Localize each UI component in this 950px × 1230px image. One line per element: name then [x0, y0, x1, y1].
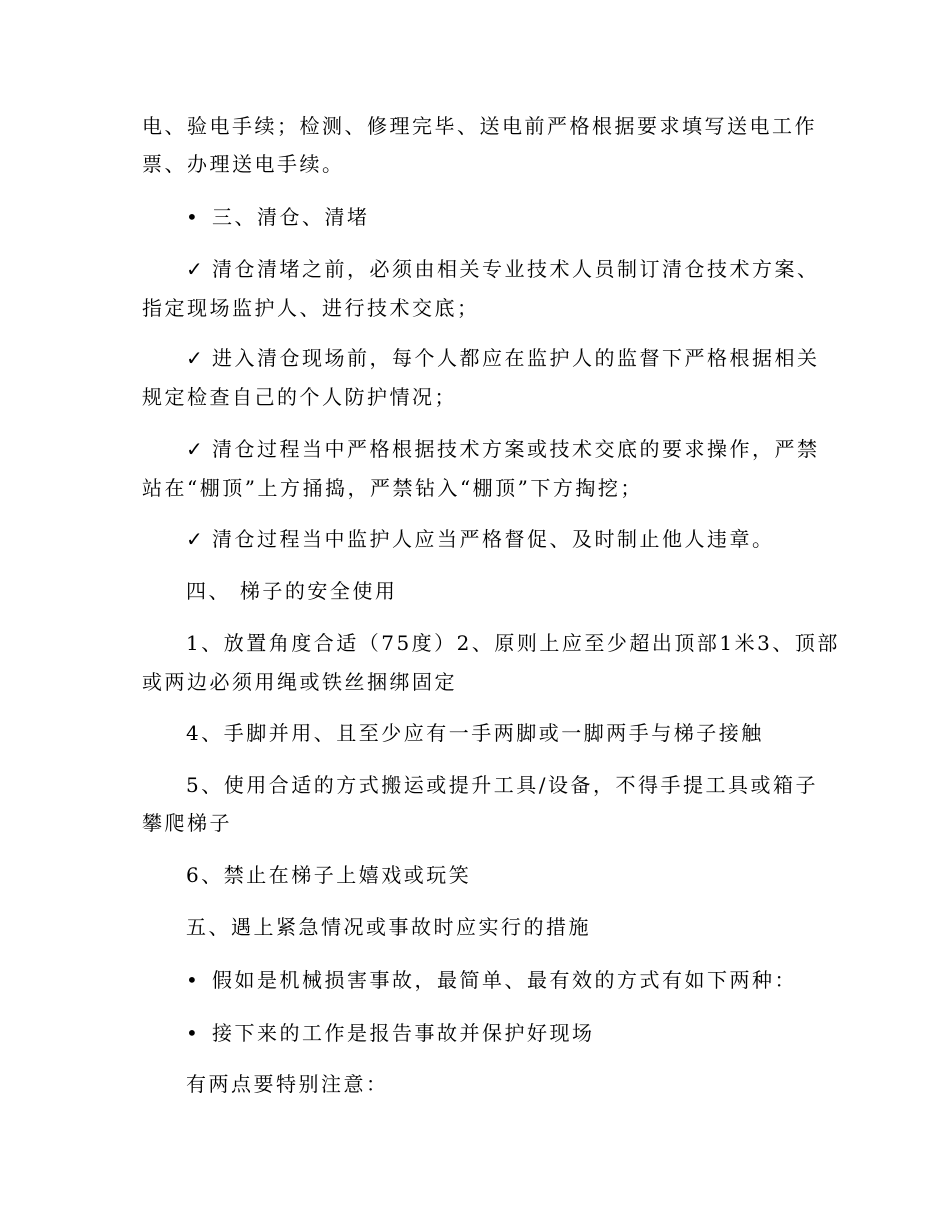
paragraph-line: 有两点要特别注意： [186, 1072, 389, 1096]
bullet-icon: • [186, 1021, 201, 1045]
paragraph-line: 清仓清堵之前，必须由相关专业技术人员制订清仓技术方案、 [212, 257, 820, 281]
paragraph-line: 电、验电手续；检测、修理完毕、送电前严格根据要求填写送电工作 [142, 114, 817, 138]
paragraph-line: 清仓过程当中严格根据技术方案或技术交底的要求操作，严禁 [212, 437, 820, 461]
paragraph-line: 或两边必须用绳或铁丝捆绑固定 [142, 670, 457, 694]
checklist-item [186, 437, 820, 461]
paragraph-line: 4、手脚并用、且至少应有一手两脚或一脚两手与梯子接触 [186, 721, 764, 745]
paragraph-line: 清仓过程当中监护人应当严格督促、及时制止他人违章。 [212, 527, 775, 551]
paragraph-line: 攀爬梯子 [142, 811, 232, 835]
paragraph-line: 票、办理送电手续。 [142, 152, 345, 176]
paragraph-line: 假如是机械损害事故，最简单、最有效的方式有如下两种： [212, 968, 797, 992]
paragraph-line: 指定现场监护人、进行技术交底； [142, 296, 480, 320]
section-heading: 五、遇上紧急情况或事故时应实行的措施 [186, 915, 591, 939]
bullet-icon: • [186, 968, 201, 992]
paragraph-line: 6、禁止在梯子上嬉戏或玩笑 [186, 863, 472, 887]
checklist-item [186, 346, 820, 370]
paragraph-line: 接下来的工作是报告事故并保护好现场 [212, 1021, 595, 1045]
bullet-item [186, 205, 370, 229]
checkmark-icon: ✓ [186, 346, 206, 370]
paragraph-line: 规定检查自己的个人防护情况； [142, 385, 457, 409]
paragraph-line: 三、清仓、清堵 [212, 205, 370, 229]
checkmark-icon: ✓ [186, 437, 206, 461]
section-heading: 四、 梯子的安全使用 [186, 579, 398, 603]
checklist-item [186, 257, 820, 281]
checkmark-icon: ✓ [186, 527, 206, 551]
checklist-item [186, 527, 775, 551]
bullet-item [186, 968, 797, 992]
paragraph-line: 站在“棚顶”上方捅捣，严禁钻入“棚顶”下方掏挖； [142, 476, 643, 500]
bullet-item [186, 1021, 595, 1045]
paragraph-line: 5、使用合适的方式搬运或提升工具/设备，不得手提工具或箱子 [186, 773, 818, 797]
bullet-icon: • [186, 205, 201, 229]
paragraph-line: 1、放置角度合适（75度）2、原则上应至少超出顶部1米3、顶部 [186, 631, 840, 655]
paragraph-line: 进入清仓现场前，每个人都应在监护人的监督下严格根据相关 [212, 346, 820, 370]
checkmark-icon: ✓ [186, 257, 206, 281]
